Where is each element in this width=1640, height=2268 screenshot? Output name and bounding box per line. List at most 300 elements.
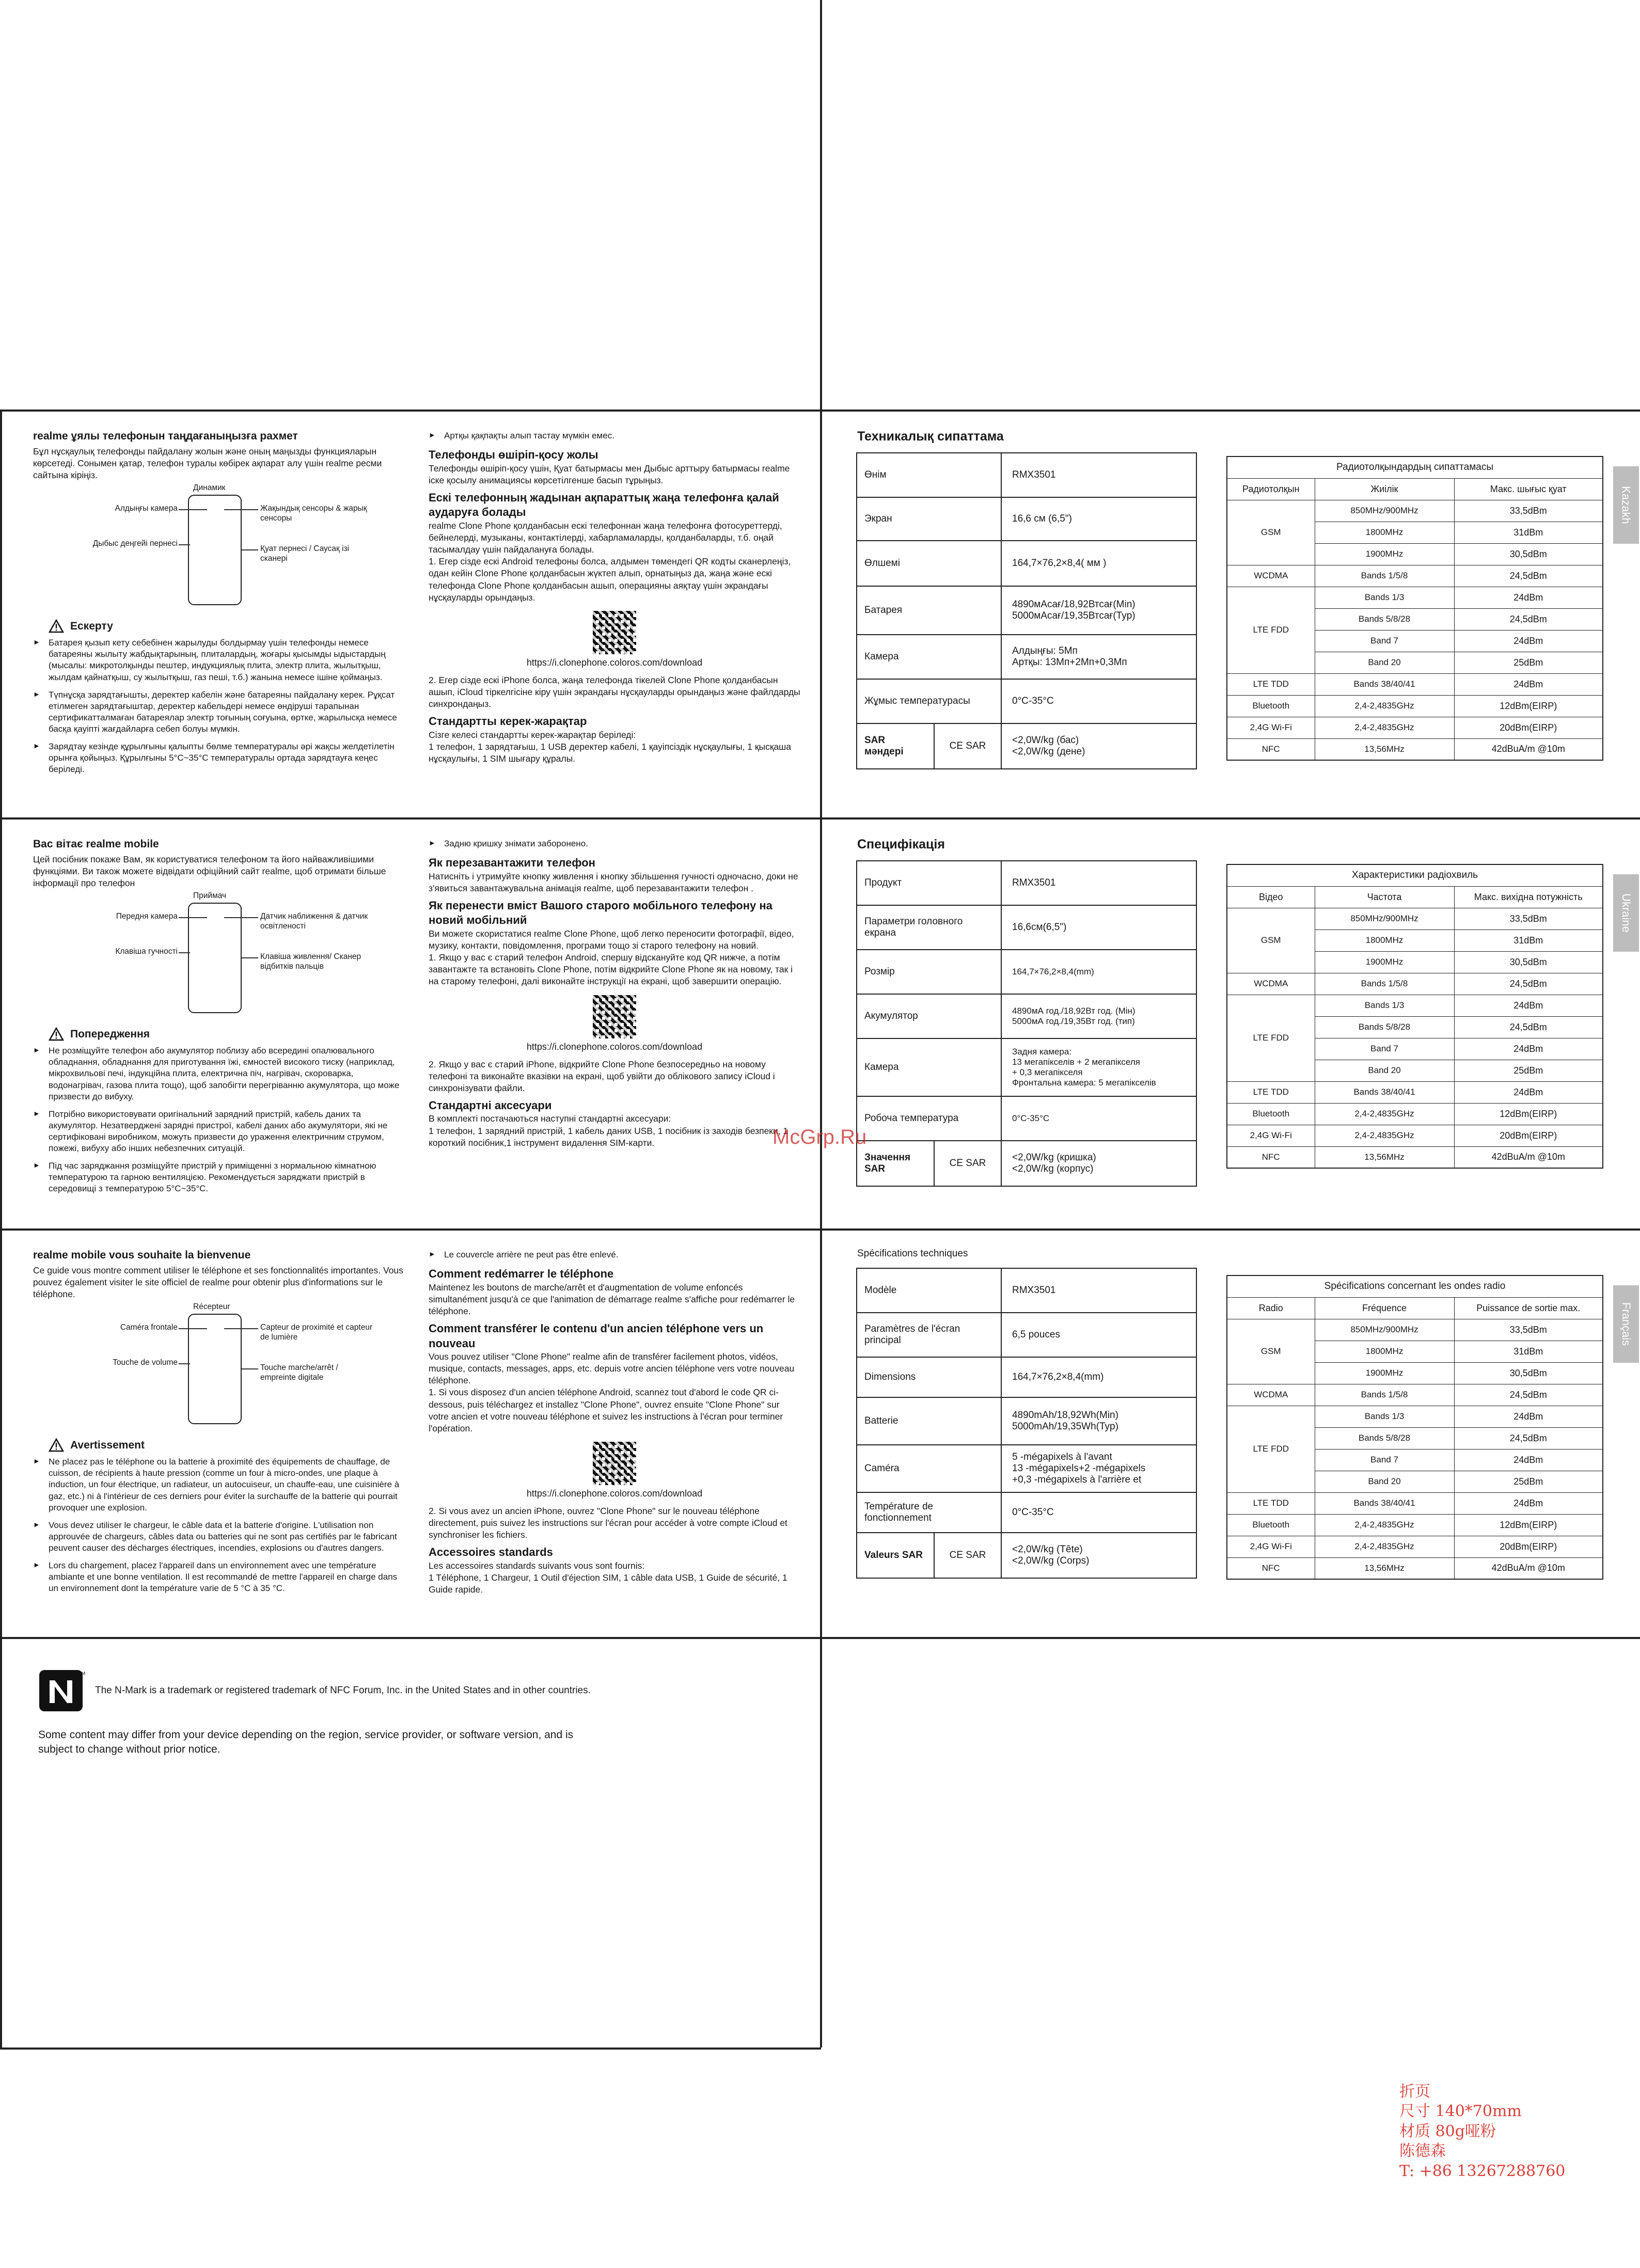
radio-type: LTE FDD bbox=[1227, 1406, 1315, 1492]
spec-row bbox=[857, 1038, 1196, 1096]
spec-row bbox=[857, 1096, 1196, 1141]
ua-warning-item: ► Потрібно використовувати оригінальний зарядний пристрій, кабель даних та акумулятор. Незатверджені зарядні пристрої, кабелі даних або акумулятори, які не сертифіковані виробником, можуть призвести до ураження електричним струмом, пожежі, вибуху або інших небезпечних ситуацій. bbox=[33, 1109, 405, 1154]
radio-type: 2,4G Wi-Fi bbox=[1227, 1125, 1315, 1146]
radio-power: 25dBm bbox=[1454, 1060, 1603, 1081]
diagram-label: Capteur de proximité et capteur de lumière bbox=[260, 1323, 373, 1342]
ua-welcome-title: Вас вітає realme mobile bbox=[33, 838, 159, 850]
radio-type: WCDMA bbox=[1227, 973, 1315, 995]
ua-iphone-text: 2. Якщо у вас є старий iPhone, відкрийте Clone Phone безпосередньо на новому телефоні та виконайте вказівки на екрані, щоб увійти до облікового запису iCloud і синхронізувати файли. bbox=[429, 1059, 775, 1093]
phone-outline bbox=[188, 903, 242, 1013]
sar-value: <2,0W/kg (кришка) <2,0W/kg (корпус) bbox=[1001, 1141, 1196, 1186]
radio-power: 42dBuA/m @10m bbox=[1454, 738, 1603, 760]
ua-spec-table bbox=[856, 860, 1197, 1187]
leader-line bbox=[179, 1363, 190, 1364]
radio-type: 2,4G Wi-Fi bbox=[1227, 717, 1315, 738]
spec-row bbox=[857, 635, 1196, 679]
radio-power: 24dBm bbox=[1454, 1492, 1603, 1514]
radio-power: 30,5dBm bbox=[1454, 1362, 1603, 1384]
radio-frequency: 13,56MHz bbox=[1315, 738, 1454, 760]
radio-frequency: Band 20 bbox=[1315, 1471, 1454, 1492]
radio-type: NFC bbox=[1227, 738, 1315, 760]
radio-power: 12dBm(EIRP) bbox=[1454, 1514, 1603, 1536]
radio-type: NFC bbox=[1227, 1146, 1315, 1168]
radio-frequency: 1900MHz bbox=[1315, 1362, 1454, 1384]
radio-frequency: 1800MHz bbox=[1315, 930, 1454, 951]
ua-warning-list bbox=[33, 1045, 405, 1194]
leader-line bbox=[224, 917, 258, 918]
radio-caption: Характеристики радіохвиль bbox=[1227, 864, 1603, 886]
ua-spec-column bbox=[852, 837, 1213, 1209]
radio-power: 24dBm bbox=[1454, 1081, 1603, 1103]
radio-type: 2,4G Wi-Fi bbox=[1227, 1536, 1315, 1557]
diagram-label: Жақындық сенсоры & жарық сенсоры bbox=[260, 504, 367, 523]
leader-line bbox=[242, 1368, 258, 1369]
diagram-label: Динамик bbox=[193, 483, 226, 493]
disclaimer-text: Some content may differ from your device depending on the region, service provider, or software version, and is subject to change without prior notice. bbox=[38, 1729, 574, 1755]
watermark: McGrp.Ru bbox=[772, 1126, 867, 1148]
ua-phone-diagram bbox=[33, 891, 405, 1018]
radio-power: 24dBm bbox=[1454, 673, 1603, 695]
spec-key: Продукт bbox=[857, 861, 1001, 905]
radio-row bbox=[1227, 1125, 1603, 1146]
radio-frequency: Bands 1/3 bbox=[1315, 1406, 1454, 1427]
spec-value: 4890мА год./18,92Вт год. (Мін) 5000мА год./19,35Вт год. (тип) bbox=[1001, 994, 1196, 1038]
spec-row bbox=[857, 453, 1196, 497]
radio-frequency: 1900MHz bbox=[1315, 951, 1454, 973]
radio-power: 24dBm bbox=[1454, 587, 1603, 608]
radio-type: LTE TDD bbox=[1227, 673, 1315, 695]
radio-row bbox=[1227, 565, 1603, 587]
radio-frequency: Band 7 bbox=[1315, 630, 1454, 652]
fr-cover-item: ► Le couvercle arrière ne peut pas être enlevé. bbox=[429, 1249, 800, 1261]
sar-row bbox=[857, 723, 1196, 769]
radio-power: 20dBm(EIRP) bbox=[1454, 717, 1603, 738]
radio-row bbox=[1227, 717, 1603, 738]
radio-power: 24dBm bbox=[1454, 1038, 1603, 1060]
spec-value: 16,6 см (6,5") bbox=[1001, 497, 1196, 541]
spec-row bbox=[857, 950, 1196, 994]
radio-row bbox=[1227, 908, 1603, 930]
kz-warning-item: ► Түпнұсқа зарядтағышты, деректер кабелін және батареяны пайдалану керек. Рұқсат етілмеген зарядтағыштар, деректер кабельдері немесе өндіруші тарапынан сертификатталмаған батареялар электр тоғының соғуына, өртке, жарылысқа немесе басқа қауіпті жағдайларға себеп болуы мүмкін. bbox=[33, 689, 405, 735]
spec-key: Робоча температура bbox=[857, 1096, 1001, 1141]
radio-row bbox=[1227, 1319, 1603, 1341]
radio-caption: Spécifications concernant les ondes radio bbox=[1227, 1275, 1603, 1297]
radio-header: Радиотолқын bbox=[1227, 478, 1315, 500]
radio-frequency: 2,4-2,4835GHz bbox=[1315, 1125, 1454, 1146]
spec-row bbox=[857, 1397, 1196, 1445]
radio-row bbox=[1227, 1384, 1603, 1406]
radio-power: 24,5dBm bbox=[1454, 973, 1603, 995]
spec-key: Камера bbox=[857, 1038, 1001, 1096]
fr-warning-item: ► Vous devez utiliser le chargeur, le câble data et la batterie d'origine. L'utilisation non approuvée de chargeurs, câbles data ou batteries qui ne sont pas certifiés par le fabricant peuvent causer des décharges électriques, incendies, explosions ou d'autres dangers. bbox=[33, 1520, 405, 1554]
kz-radio-column bbox=[1226, 456, 1609, 817]
ua-spec-title: Специфікація bbox=[857, 837, 945, 852]
radio-frequency: Band 7 bbox=[1315, 1449, 1454, 1471]
warning-icon bbox=[49, 1438, 64, 1452]
spec-row bbox=[857, 1445, 1196, 1492]
radio-frequency: Bands 5/8/28 bbox=[1315, 1016, 1454, 1038]
nfc-mark-icon bbox=[38, 1669, 84, 1712]
radio-row bbox=[1227, 1081, 1603, 1103]
diagram-label: Приймач bbox=[193, 891, 227, 901]
ua-intro-column bbox=[33, 838, 405, 1210]
sar-key: Valeurs SAR bbox=[857, 1533, 934, 1578]
leader-line bbox=[224, 509, 258, 510]
ua-guide-column bbox=[429, 838, 800, 1210]
fr-qr-code-icon bbox=[593, 1442, 636, 1485]
warning-icon bbox=[49, 619, 64, 633]
spec-value: 0°C-35°C bbox=[1001, 679, 1196, 723]
spec-key: Өлшемі bbox=[857, 541, 1001, 586]
radio-frequency: 2,4-2,4835GHz bbox=[1315, 1536, 1454, 1557]
fr-warning-heading bbox=[49, 1438, 405, 1452]
fr-accessories-text: Les accessoires standards suivants vous sont fournis: 1 Téléphone, 1 Chargeur, 1 Outil d'éjection SIM, 1 câble data USB, 1 Guide de sécurité, 1 Guide rapide. bbox=[429, 1560, 787, 1595]
kz-transfer-text: realme Clone Phone қолданбасын ескі телефоннан жаңа телефонға фотосуреттерді, бейнелерді, музыканы, контактілерді, хабарламаларды, қолданбаларды, т.б. оңай тасымалдау үшін пайдалануға болады. 1. Егер сізде ескі Android телефоны болса, алдымен төмендегі QR кодты сканерлеңіз, одан кейін Clone Phone қолданбасын жүктеп алып, орнатыңыз да, жаңа және ескі телефонда Clone Phone қолданбасын ашып, операцияны аяқтау үшін экрандағы нұсқауларды орындаңыз. bbox=[429, 521, 791, 603]
kz-spec-table bbox=[856, 452, 1197, 769]
ua-transfer-text: Ви можете скористатися realme Clone Phone, щоб легко переносити фотографії, відео, музику, контакти, повідомлення, програми тощо зі старого телефону на новий. 1. Якщо у вас є старий телефон Android, спершу відскануйте код QR нижче, а потім завантажте та встановіть Clone Phone, потім відкрийте Clone Phone як на новому, так і на старому телефоні, далі виконайте інструкції на екрані, щоб завершити операцію. bbox=[429, 928, 794, 987]
radio-power: 31dBm bbox=[1454, 1341, 1603, 1362]
ua-cover-item: ► Задню кришку знімати заборонено. bbox=[429, 838, 800, 849]
radio-power: 24dBm bbox=[1454, 630, 1603, 652]
spec-value: 4890mAh/18,92Wh(Min) 5000mAh/19,35Wh(Typ) bbox=[1001, 1397, 1196, 1445]
fr-radio-table bbox=[1226, 1275, 1603, 1580]
fr-spec-column bbox=[852, 1248, 1213, 1620]
radio-row bbox=[1227, 995, 1603, 1016]
print-note: T: +86 13267288760 bbox=[1399, 2162, 1566, 2180]
radio-row bbox=[1227, 1514, 1603, 1536]
radio-power: 33,5dBm bbox=[1454, 908, 1603, 930]
kz-accessories-text: Сізге келесі стандартты керек-жарақтар беріледі: 1 телефон, 1 зарядтағыш, 1 USB деректер кабелі, 1 қауіпсіздік нұсқаулығы, 1 қысқаша нұсқаулығы, 1 SIM шығару құралы. bbox=[429, 729, 792, 764]
spec-row bbox=[857, 586, 1196, 635]
radio-power: 24dBm bbox=[1454, 1406, 1603, 1427]
warning-icon bbox=[49, 1027, 64, 1041]
diagram-label: Передня камера bbox=[116, 912, 178, 921]
radio-header: Макс. вихідна потужність bbox=[1454, 886, 1603, 908]
kz-download-url: https://i.clonephone.coloros.com/download bbox=[526, 657, 703, 668]
fr-intro-text: Ce guide vous montre comment utiliser le téléphone et ses fonctionnalités importantes. Vous pouvez également visiter le site officiel de realme pour obtenir plus d'informations sur le téléphone. bbox=[33, 1265, 403, 1300]
radio-type: Bluetooth bbox=[1227, 695, 1315, 717]
radio-row bbox=[1227, 1146, 1603, 1168]
ua-transfer-heading: Як перенести вміст Вашого старого мобільного телефону на новий мобільний bbox=[429, 899, 772, 927]
radio-power: 24dBm bbox=[1454, 995, 1603, 1016]
sar-method: CE SAR bbox=[934, 1533, 1001, 1578]
ua-restart-heading: Як перезавантажити телефон bbox=[429, 856, 595, 870]
diagram-label: Touche de volume bbox=[113, 1358, 178, 1367]
spec-value: RMX3501 bbox=[1001, 1268, 1196, 1313]
language-tab-label: Français bbox=[1620, 1302, 1633, 1346]
diagram-label: Датчик наближення & датчик освітленості bbox=[260, 912, 368, 931]
print-note: 尺寸 140*70mm bbox=[1399, 2102, 1522, 2121]
radio-frequency: 2,4-2,4835GHz bbox=[1315, 717, 1454, 738]
diagram-label: Caméra frontale bbox=[120, 1323, 178, 1332]
kz-warning-list bbox=[33, 637, 405, 775]
radio-row bbox=[1227, 587, 1603, 608]
radio-frequency: Bands 5/8/28 bbox=[1315, 608, 1454, 630]
radio-header: Макс. шығыс қуат bbox=[1454, 478, 1603, 500]
spec-key: Батарея bbox=[857, 586, 1001, 635]
radio-frequency: Bands 38/40/41 bbox=[1315, 1492, 1454, 1514]
kz-warning-heading bbox=[49, 619, 405, 633]
radio-header: Fréquence bbox=[1315, 1297, 1454, 1319]
radio-power: 30,5dBm bbox=[1454, 543, 1603, 565]
radio-frequency: 1800MHz bbox=[1315, 1341, 1454, 1362]
spec-value: RMX3501 bbox=[1001, 861, 1196, 905]
language-tab-label: Ukraine bbox=[1620, 893, 1633, 933]
spec-value: Алдыңғы: 5Мп Артқы: 13Мп+2Мп+0,3Мп bbox=[1001, 635, 1196, 679]
leader-line bbox=[242, 957, 258, 958]
spec-row bbox=[857, 497, 1196, 541]
radio-frequency: Bands 1/3 bbox=[1315, 995, 1454, 1016]
radio-type: GSM bbox=[1227, 1319, 1315, 1384]
kz-spec-title: Техникалық сипаттама bbox=[857, 429, 1004, 444]
sar-row bbox=[857, 1141, 1196, 1186]
leader-line bbox=[179, 917, 207, 918]
radio-power: 31dBm bbox=[1454, 522, 1603, 543]
sar-key: Значення SAR bbox=[857, 1141, 934, 1186]
radio-frequency: 2,4-2,4835GHz bbox=[1315, 695, 1454, 717]
footer-panel bbox=[38, 1669, 787, 1783]
spec-value: 4890мAсағ/18,92Втсағ(Min) 5000мAсағ/19,35Втсағ(Typ) bbox=[1001, 586, 1196, 635]
kz-warning-item: ► Батарея қызып кету себебінен жарылуды болдырмау үшін телефонды немесе батареяны жылыту жабдықтарының, плиталардың, жоғары қысымды ыдыстардың (мысалы: микротолқынды пештер, индукциялық плита, электр плита, жылытқыш, жылдам қайнатқыш, су жылытқыш, газ пеші, т.б.) жанына немесе ішіне қоймаңыз. bbox=[33, 637, 405, 683]
kz-cover-item: ► Артқы қақпақты алып тастау мүмкін емес. bbox=[429, 430, 800, 442]
diagram-label: Récepteur bbox=[193, 1302, 230, 1312]
radio-frequency: 13,56MHz bbox=[1315, 1146, 1454, 1168]
radio-row bbox=[1227, 1103, 1603, 1125]
phone-outline bbox=[188, 1314, 242, 1424]
fr-language-tab bbox=[1613, 1285, 1639, 1363]
radio-power: 31dBm bbox=[1454, 930, 1603, 951]
radio-type: WCDMA bbox=[1227, 1384, 1315, 1406]
spec-row bbox=[857, 994, 1196, 1038]
svg-text:TM: TM bbox=[78, 1672, 86, 1677]
radio-type: Bluetooth bbox=[1227, 1103, 1315, 1125]
kz-language-tab bbox=[1613, 466, 1639, 544]
ua-warning-item: ► Не розміщуйте телефон або акумулятор поблизу або всередині опалювального обладнання, обладнання для приготування їжі, ємностей високого тиску (наприклад, мікрохвильові печі, індукційна плита, електрична піч, нагрівач, скороварка, водонагрівач, газова плита тощо), щоб запобігти перегріванню акумулятора, що може призвести до вибуху. bbox=[33, 1045, 405, 1102]
ua-language-tab bbox=[1613, 874, 1639, 952]
spec-row bbox=[857, 679, 1196, 723]
radio-power: 42dBuA/m @10m bbox=[1454, 1557, 1603, 1579]
print-note: 陈德森 bbox=[1399, 2142, 1446, 2161]
spec-key: Камера bbox=[857, 635, 1001, 679]
ua-download-url: https://i.clonephone.coloros.com/download bbox=[526, 1041, 703, 1052]
diagram-label: Қуат пернесі / Саусақ ізі сканері bbox=[260, 544, 350, 563]
radio-row bbox=[1227, 673, 1603, 695]
fr-restart-text: Maintenez les boutons de marche/arrêt et d'augmentation de volume enfoncés simultanément jusqu'à ce que l'animation de démarrage realme s'affiche pour redémarrer le téléphone. bbox=[429, 1282, 795, 1316]
print-note: 折页 bbox=[1399, 2083, 1430, 2101]
fr-intro-column bbox=[33, 1249, 405, 1621]
leader-line bbox=[224, 1328, 258, 1329]
fr-accessories-heading: Accessoires standards bbox=[429, 1546, 553, 1559]
kz-radio-table bbox=[1226, 456, 1603, 761]
radio-type: GSM bbox=[1227, 500, 1315, 565]
fr-radio-column bbox=[1226, 1275, 1609, 1636]
radio-row bbox=[1227, 1406, 1603, 1427]
kz-spec-column bbox=[852, 429, 1213, 801]
radio-frequency: Bands 1/5/8 bbox=[1315, 565, 1454, 587]
spec-key: Өнім bbox=[857, 453, 1001, 497]
radio-type: WCDMA bbox=[1227, 565, 1315, 587]
ua-radio-table bbox=[1226, 864, 1603, 1169]
sar-method: CE SAR bbox=[934, 723, 1001, 769]
spec-value: 164,7×76,2×8,4(mm) bbox=[1001, 1357, 1196, 1397]
fr-warning-list bbox=[33, 1456, 405, 1594]
spec-value: 5 -mégapixels à l'avant 13 -mégapixels+2 -mégapixels +0,3 -mégapixels à l'arrière et bbox=[1001, 1445, 1196, 1492]
radio-power: 24,5dBm bbox=[1454, 565, 1603, 587]
radio-row bbox=[1227, 973, 1603, 995]
spec-value: RMX3501 bbox=[1001, 453, 1196, 497]
kz-iphone-text: 2. Егер сізде ескі iPhone болса, жаңа телефонда тікелей Clone Phone қолданбасын ашып, iCloud тіркелгісіне кіру үшін экрандағы нұсқауларды орындаңыз және файлдарды синхрондаңыз. bbox=[429, 674, 800, 709]
spec-key: Température de fonctionnement bbox=[857, 1492, 1001, 1533]
ua-warning-item: ► Під час заряджання розміщуйте пристрій у приміщенні з нормальною кімнатною температурою та гарною вентиляцією. Рекомендується заряджати пристрій в середовищі з температурою 5°C~35°C. bbox=[33, 1160, 405, 1194]
kz-phone-diagram bbox=[33, 483, 405, 610]
radio-power: 24dBm bbox=[1454, 1449, 1603, 1471]
kz-restart-text: Телефонды өшіріп-қосу үшін, Қуат батырмасы мен Дыбыс арттыру батырмасы realme іске қосылу анимациясы көрсетілгенше басып тұрыңыз. bbox=[429, 463, 790, 485]
radio-frequency: 2,4-2,4835GHz bbox=[1315, 1514, 1454, 1536]
kz-qr-code-icon bbox=[593, 611, 636, 654]
fr-download-url: https://i.clonephone.coloros.com/download bbox=[526, 1488, 703, 1499]
print-notes bbox=[1399, 2082, 1565, 2181]
fr-welcome-title: realme mobile vous souhaite la bienvenue bbox=[33, 1249, 251, 1261]
radio-power: 24,5dBm bbox=[1454, 1016, 1603, 1038]
radio-caption: Радиотолқындардың сипаттамасы bbox=[1227, 456, 1603, 478]
radio-type: LTE TDD bbox=[1227, 1081, 1315, 1103]
fr-warning-item: ► Ne placez pas le téléphone ou la batterie à proximité des équipements de chauffage, de cuisson, de récipients à haute pression (comme un four à micro-ondes, une plaque à induction, un four électrique, un radiateur, un autocuiseur, un chauffe-eau, une cuisinière à gaz, etc.) ni à l'intérieur de ces derniers pour éviter la surchauffe de la batterie qui pourrait provoquer une explosion. bbox=[33, 1456, 405, 1513]
radio-frequency: 1900MHz bbox=[1315, 543, 1454, 565]
radio-frequency: Bands 1/3 bbox=[1315, 587, 1454, 608]
radio-type: LTE TDD bbox=[1227, 1492, 1315, 1514]
radio-power: 30,5dBm bbox=[1454, 951, 1603, 973]
kz-intro-text: Бұл нұсқаулық телефонды пайдалану жолын және оның маңызды функцияларын көрсетеді. Сонымен қатар, телефон туралы көбірек ақпарат алу үшін realme ресми сайтына кіріңіз. bbox=[33, 446, 382, 481]
sar-method: CE SAR bbox=[934, 1141, 1001, 1186]
ua-accessories-heading: Стандартні аксесуари bbox=[429, 1098, 552, 1112]
leader-line bbox=[179, 544, 190, 545]
radio-power: 25dBm bbox=[1454, 652, 1603, 673]
radio-power: 33,5dBm bbox=[1454, 500, 1603, 522]
radio-header: Відео bbox=[1227, 886, 1315, 908]
kz-warning-item: ► Зарядтау кезінде құрылғыны қалыпты бөлме температуралы әрі жақсы желдетілетін орынға қойыңыз. Құрылғыны 5°C~35°C температуралы ортада зарядтауға кеңес беріледі. bbox=[33, 741, 405, 775]
radio-frequency: 850MHz/900MHz bbox=[1315, 1319, 1454, 1341]
spec-key: Caméra bbox=[857, 1445, 1001, 1492]
spec-key: Розмір bbox=[857, 950, 1001, 994]
radio-power: 42dBuA/m @10m bbox=[1454, 1146, 1603, 1168]
radio-frequency: 850MHz/900MHz bbox=[1315, 500, 1454, 522]
radio-type: GSM bbox=[1227, 908, 1315, 973]
spec-value: 164,7×76,2×8,4( мм ) bbox=[1001, 541, 1196, 586]
diagram-label: Touche marche/arrêt / empreinte digitale bbox=[260, 1363, 338, 1382]
spec-row bbox=[857, 1268, 1196, 1313]
radio-power: 24,5dBm bbox=[1454, 1427, 1603, 1449]
fr-transfer-text: Vous pouvez utiliser "Clone Phone" realme afin de transférer facilement photos, vidéos, musique, contacts, messages, apps, etc. depuis votre ancien téléphone vers votre nouveau téléphone. 1. Si vous disposez d'un ancien téléphone Android, scannez tout d'abord le code QR ci-dessous, puis téléchargez et installez "Clone Phone", ouvrez ensuite "Clone Phone" sur votre ancien et votre nouveau téléphone et suivez les instructions à l'écran pour terminer l'opération. bbox=[429, 1351, 795, 1434]
spec-row bbox=[857, 541, 1196, 586]
radio-frequency: Band 20 bbox=[1315, 1060, 1454, 1081]
kz-welcome-title: realme ұялы телефонын таңдағаныңызға рахмет bbox=[33, 430, 298, 442]
radio-type: LTE FDD bbox=[1227, 995, 1315, 1081]
fr-cover-note bbox=[429, 1249, 800, 1261]
diagram-label: Дыбыс деңгейі пернесі bbox=[92, 539, 178, 548]
spec-key: Paramètres de l'écran principal bbox=[857, 1313, 1001, 1357]
radio-power: 20dBm(EIRP) bbox=[1454, 1536, 1603, 1557]
spec-value: 6,5 pouces bbox=[1001, 1313, 1196, 1357]
sar-key: SAR мәндері bbox=[857, 723, 934, 769]
radio-frequency: Bands 5/8/28 bbox=[1315, 1427, 1454, 1449]
kz-accessories-heading: Стандартты керек-жарақтар bbox=[429, 715, 587, 728]
fr-iphone-text: 2. Si vous avez un ancien iPhone, ouvrez "Clone Phone" sur le nouveau téléphone directement, puis suivez les instructions sur l'écran pour accéder à votre compte iCloud et synchroniser les fichiers. bbox=[429, 1505, 787, 1540]
radio-row bbox=[1227, 738, 1603, 760]
spec-row bbox=[857, 861, 1196, 905]
spec-key: Параметри головного екрана bbox=[857, 905, 1001, 950]
spec-value: 16,6см(6,5") bbox=[1001, 905, 1196, 950]
diagram-label: Клавіша гучності bbox=[115, 947, 178, 956]
radio-frequency: Bands 38/40/41 bbox=[1315, 1081, 1454, 1103]
spec-value: Задня камера: 13 мегапікселів + 2 мегапікселя + 0,3 мегапікселя Фронтальна камера: 5 мегапікселів bbox=[1001, 1038, 1196, 1096]
language-tab-label: Kazakh bbox=[1620, 486, 1633, 524]
warning-title: Попередження bbox=[70, 1028, 150, 1040]
ua-warning-heading bbox=[49, 1027, 405, 1041]
radio-frequency: Bands 1/5/8 bbox=[1315, 973, 1454, 995]
radio-power: 24,5dBm bbox=[1454, 1384, 1603, 1406]
radio-type: NFC bbox=[1227, 1557, 1315, 1579]
spec-row bbox=[857, 905, 1196, 950]
kz-restart-heading: Телефонды өшіріп-қосу жолы bbox=[429, 448, 598, 462]
leader-line bbox=[179, 1328, 207, 1329]
spec-row bbox=[857, 1313, 1196, 1357]
radio-row bbox=[1227, 1557, 1603, 1579]
radio-frequency: Bands 38/40/41 bbox=[1315, 673, 1454, 695]
warning-title: Ескерту bbox=[70, 620, 113, 632]
diagram-label: Алдыңғы камера bbox=[115, 504, 178, 513]
fr-spec-title: Spécifications techniques bbox=[857, 1248, 968, 1259]
spec-key: Dimensions bbox=[857, 1357, 1001, 1397]
radio-frequency: 850MHz/900MHz bbox=[1315, 908, 1454, 930]
radio-frequency: 13,56MHz bbox=[1315, 1557, 1454, 1579]
kz-transfer-heading: Ескі телефонның жадынан ақпараттық жаңа телефонға қалай аударуға болады bbox=[429, 491, 779, 519]
radio-frequency: Bands 1/5/8 bbox=[1315, 1384, 1454, 1406]
radio-header: Жиілік bbox=[1315, 478, 1454, 500]
radio-frequency: 1800MHz bbox=[1315, 522, 1454, 543]
ua-restart-text: Натисніть і утримуйте кнопку живлення і кнопку збільшення гучності одночасно, доки не з'явиться завантажувальна анімація realme, щоб перезавантажити телефон . bbox=[429, 871, 798, 893]
spec-row bbox=[857, 1357, 1196, 1397]
spec-row bbox=[857, 1492, 1196, 1533]
radio-header: Radio bbox=[1227, 1297, 1315, 1319]
radio-frequency: Band 7 bbox=[1315, 1038, 1454, 1060]
radio-header: Puissance de sortie max. bbox=[1454, 1297, 1603, 1319]
sar-value: <2,0W/kg (бас) <2,0W/kg (дене) bbox=[1001, 723, 1196, 769]
radio-frequency: Band 20 bbox=[1315, 652, 1454, 673]
spec-value: 0°C-35°C bbox=[1001, 1096, 1196, 1141]
fr-spec-table bbox=[856, 1268, 1197, 1579]
fr-guide-column bbox=[429, 1249, 800, 1621]
spec-value: 0°C-35°C bbox=[1001, 1492, 1196, 1533]
spec-key: Акумулятор bbox=[857, 994, 1001, 1038]
radio-type: Bluetooth bbox=[1227, 1514, 1315, 1536]
radio-power: 12dBm(EIRP) bbox=[1454, 695, 1603, 717]
nfc-trademark-text: The N-Mark is a trademark or registered trademark of NFC Forum, Inc. in the United States and in other countries. bbox=[95, 1685, 591, 1696]
radio-power: 33,5dBm bbox=[1454, 1319, 1603, 1341]
spec-key: Modèle bbox=[857, 1268, 1001, 1313]
spec-key: Экран bbox=[857, 497, 1001, 541]
spec-value: 164,7×76,2×8,4(mm) bbox=[1001, 950, 1196, 994]
radio-frequency: 2,4-2,4835GHz bbox=[1315, 1103, 1454, 1125]
kz-guide-column bbox=[429, 430, 800, 802]
ua-qr-code-icon bbox=[593, 995, 636, 1038]
kz-cover-note bbox=[429, 430, 800, 442]
fr-restart-heading: Comment redémarrer le téléphone bbox=[429, 1267, 614, 1281]
radio-power: 25dBm bbox=[1454, 1471, 1603, 1492]
radio-power: 12dBm(EIRP) bbox=[1454, 1103, 1603, 1125]
sar-row bbox=[857, 1533, 1196, 1578]
print-note: 材质 80g哑粉 bbox=[1399, 2122, 1496, 2140]
ua-cover-note bbox=[429, 838, 800, 849]
